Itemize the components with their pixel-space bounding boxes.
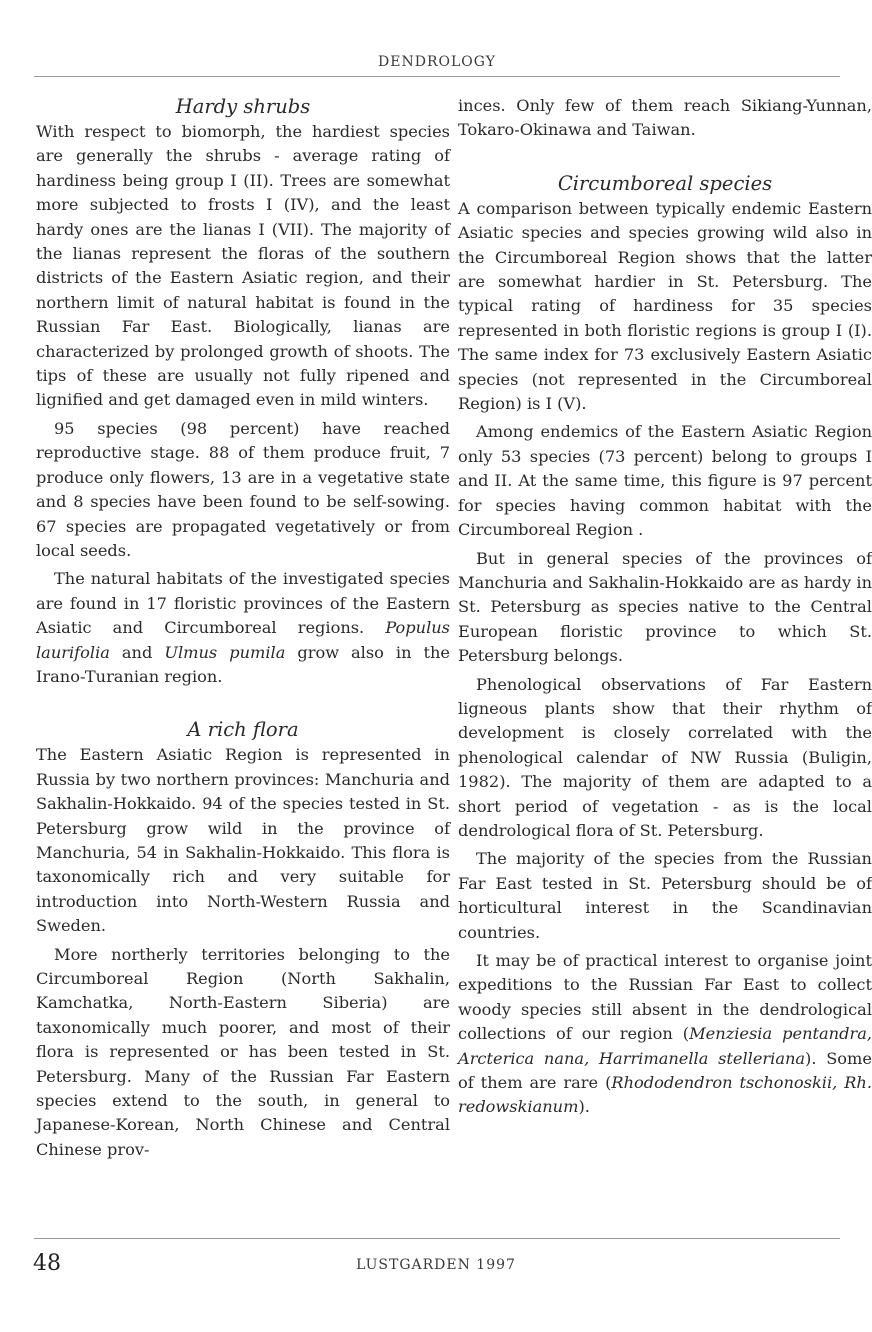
- paragraph: 95 species (98 percent) have reached reproductive stage. 88 of them produce fruit, 7 produce only flowers, 13 are in a vegetative state and 8 species have been found to be self-sowing. 67 species are propagated vegetatively or from local seeds.: [36, 418, 450, 560]
- paragraph: Phenological observations of Far Eastern ligneous plants show that their rhythm of development is closely correlated with the phenological calendar of NW Russia (Buligin, 1982). The majority of them are adapted to a short period of vegetation - as is the local dendrological flora of St. Petersburg.: [458, 674, 872, 840]
- header-rule: [34, 76, 840, 77]
- species-name: Rhododendron tschonoskii, Rh. redowskianum: [458, 1073, 872, 1117]
- heading-hardy-shrubs: Hardy shrubs: [175, 95, 311, 118]
- paragraph: It may be of practical interest to organise joint expeditions to the Russian Far East to collect woody species still absent in the dendrological collections of our region (Menziesia pentandra, Arcterica nana, Harrimanella stelleriana). Some of them are rare (Rhododendron tschonoskii, Rh. redowskianum).: [458, 951, 872, 1117]
- running-header: DENDROLOGY: [378, 54, 496, 70]
- heading-rich-flora: A rich flora: [187, 718, 299, 742]
- left-column: [36, 94, 450, 1162]
- paragraph: The natural habitats of the investigated species are found in 17 floristic provinces of the Eastern Asiatic and Circumboreal regions. Populus laurifolia and Ulmus pumila grow also in the Irano-Turanian region.: [36, 569, 450, 686]
- paragraph: More northerly territories belonging to the Circumboreal Region (North Sakhalin, Kamchatka, North-Eastern Siberia) are taxonomically much poorer, and most of their flora is represented or has been tested in St. Petersburg. Many of the Russian Far Eastern species extend to the south, in general to Japanese-Korean, North Chinese and Central Chinese prov-: [36, 944, 450, 1159]
- paragraph: Among endemics of the Eastern Asiatic Region only 53 species (73 percent) belong to groups I and II. At the same time, this figure is 97 percent for species having common habitat with the Circumboreal Region .: [458, 422, 872, 540]
- paragraph: A comparison between typically endemic Eastern Asiatic species and species growing wild also in the Circumboreal Region shows that the latter are somewhat hardier in St. Petersburg. The typical rating of hardiness for 35 species represented in both floristic regions is group I (I). The same index for 73 exclusively Eastern Asiatic species (not represented in the Circumboreal Region) is I (V).: [458, 198, 872, 414]
- paragraph: inces. Only few of them reach Sikiang-Yunnan, Tokaro-Okinawa and Taiwan.: [458, 96, 872, 140]
- species-name: Populus laurifolia: [36, 618, 450, 662]
- species-name: Menziesia pentandra, Arcterica nana, Harrimanella stelleriana: [458, 1024, 872, 1068]
- paragraph: With respect to biomorph, the hardiest species are generally the shrubs - average rating of hardiness being group I (II). Trees are somewhat more subjected to frosts I (IV), and the least hardy ones are the lianas I (VII). The majority of the lianas represent the floras of the southern districts of the Eastern Asiatic region, and their northern limit of natural habitat is found in the Russian Far East. Biologically, lianas are characterized by prolonged growth of shoots. The tips of these are usually not fully ripened and lignified and get damaged even in mild winters.: [36, 122, 450, 410]
- journal-footer: LUSTGARDEN 1997: [356, 1257, 516, 1273]
- paragraph: The majority of the species from the Russian Far East tested in St. Petersburg should be of horticultural interest in the Scandinavian countries.: [458, 849, 872, 942]
- heading-circumboreal-species: Circumboreal species: [557, 171, 773, 195]
- paragraph: The Eastern Asiatic Region is represented in Russia by two northern provinces: Manchuria and Sakhalin-Hokkaido. 94 of the species tested in St. Petersburg grow wild in the province of Manchuria, 54 in Sakhalin-Hokkaido. This flora is taxonomically rich and very suitable for introduction into North-Western Russia and Sweden.: [36, 745, 450, 936]
- page-number: 48: [33, 1251, 61, 1276]
- species-name: Ulmus pumila: [164, 642, 286, 662]
- paragraph: But in general species of the provinces of Manchuria and Sakhalin-Hokkaido are as hardy in St. Petersburg as species native to the Central European floristic province to which St. Petersburg belongs.: [458, 548, 872, 666]
- footer-rule: [34, 1238, 840, 1239]
- right-column: [458, 94, 872, 1120]
